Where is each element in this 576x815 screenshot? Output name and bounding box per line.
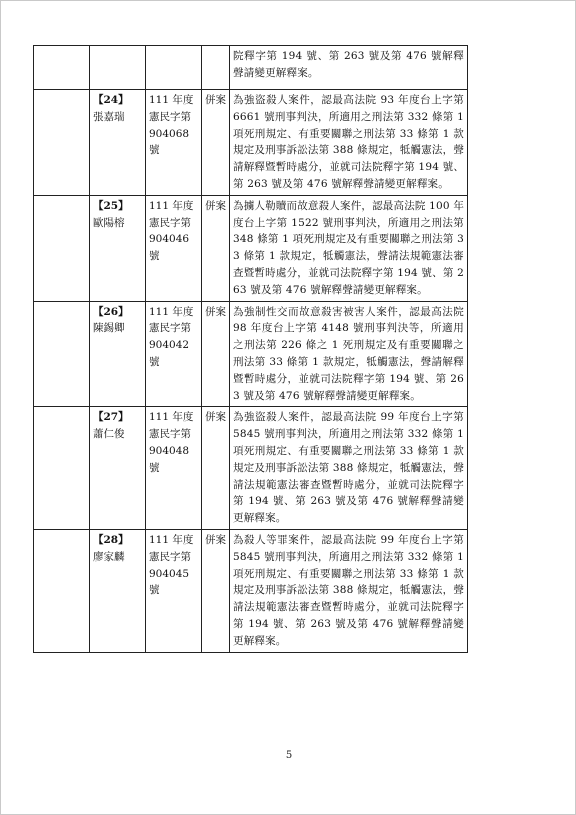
case-docket-cell: [146, 529, 202, 652]
case-description: 為殺人等罪案件，認最高法院 99 年度台上字第 5845 號刑事判決，所適用之刑法第 332 條第 1 項死刑規定、有重要關聯之刑法第 33 條第 1 款規定及刑事訴訟法第 388 條規定，牴觸憲法，聲請法規範憲法審查暨暫時處分，並就司法院釋字第 194 號、第 263 號及第 476 號解釋聲請變更解釋案。: [230, 529, 468, 652]
case-docket-cell: [146, 195, 202, 301]
case-table: [33, 45, 468, 653]
applicant-name: 廖家麟: [93, 550, 125, 563]
case-docket: 111 年度 憲民字第 904046 號: [149, 199, 194, 263]
applicant-name: 蕭仁俊: [93, 428, 125, 441]
table-row: [34, 301, 468, 407]
table-row: [34, 90, 468, 196]
applicant-cell: [90, 90, 146, 196]
applicant-cell: [90, 301, 146, 407]
case-type: 併案: [202, 90, 230, 196]
applicant-cell: [90, 46, 146, 90]
case-docket-cell: [146, 46, 202, 90]
case-number: 【26】: [93, 305, 129, 318]
case-number: 【25】: [93, 199, 129, 212]
blank-cell: [34, 46, 90, 90]
case-type: 併案: [202, 407, 230, 530]
applicant-cell: [90, 407, 146, 530]
table-row: [34, 46, 468, 90]
case-type: 併案: [202, 195, 230, 301]
page-number: 5: [285, 750, 293, 761]
case-number: 【27】: [93, 411, 129, 424]
case-docket-cell: [146, 301, 202, 407]
case-description: 為強盜殺人案件，認最高法院 93 年度台上字第 6661 號刑事判決，所適用之刑法第 332 條第 1 項死刑規定、有重要關聯之刑法第 33 條第 1 款規定及刑事訴訟法第 388 條規定，牴觸憲法，聲請解釋暨暫時處分，並就司法院釋字第 194 號、第 263 號及第 476 號解釋聲請變更解釋案。: [230, 90, 468, 196]
table-row: [34, 407, 468, 530]
applicant-name: 張嘉瑞: [93, 110, 125, 123]
case-type: 併案: [202, 301, 230, 407]
applicant-name: 陳錫卿: [93, 322, 125, 335]
case-type: 併案: [202, 529, 230, 652]
blank-cell: [34, 529, 90, 652]
case-type: [202, 46, 230, 90]
case-docket: 111 年度 憲民字第 904068 號: [149, 94, 194, 157]
table-row: [34, 195, 468, 301]
case-docket-cell: [146, 407, 202, 530]
case-docket-cell: [146, 90, 202, 196]
case-description: 為擄人勒贖而故意殺人案件，認最高法院 100 年度台上字第 1522 號刑事判決，所適用之刑法第 348 條第 1 項死刑規定及有重要關聯之刑法第 33 條第 1 款規定，牴觸憲法，聲請法規範憲法審查暨暫時處分，並就司法院釋字第 194 號、第 263 號及第 476 號解釋聲請變更解釋案。: [230, 195, 468, 301]
case-docket: 111 年度 憲民字第 904042 號: [149, 305, 194, 368]
case-description: 院釋字第 194 號、第 263 號及第 476 號解釋聲請變更解釋案。: [230, 46, 468, 90]
blank-cell: [34, 407, 90, 530]
case-docket: 111 年度 憲民字第 904045 號: [149, 533, 194, 597]
blank-cell: [34, 90, 90, 196]
blank-cell: [34, 195, 90, 301]
blank-cell: [34, 301, 90, 407]
case-docket: 111 年度 憲民字第 904048 號: [149, 411, 194, 474]
case-number: 【28】: [93, 533, 129, 546]
case-description: 為強盜殺人案件，認最高法院 99 年度台上字第 5845 號刑事判決，所適用之刑法第 332 條第 1 項死刑規定、有重要關聯之刑法第 33 條第 1 款規定及刑事訴訟法第 388 條規定，牴觸憲法，聲請法規範憲法審查暨暫時處分，並就司法院釋字第 194 號、第 263 號及第 476 號解釋聲請變更解釋案。: [230, 407, 468, 530]
table-row: [34, 529, 468, 652]
case-number: 【24】: [93, 94, 129, 106]
applicant-cell: [90, 529, 146, 652]
case-description: 為強制性交而故意殺害被害人案件，認最高法院 98 年度台上字第 4148 號刑事判決等，所適用之刑法第 226 條之 1 死刑規定及有重要關聯之刑法第 33 條第 1 款規定，牴觸憲法，聲請解釋暨暫時處分，並就司法院釋字第 194 號、第 263 號及第 476 號解釋聲請變更解釋案。: [230, 301, 468, 407]
applicant-cell: [90, 195, 146, 301]
applicant-name: 歐陽榕: [93, 216, 125, 229]
